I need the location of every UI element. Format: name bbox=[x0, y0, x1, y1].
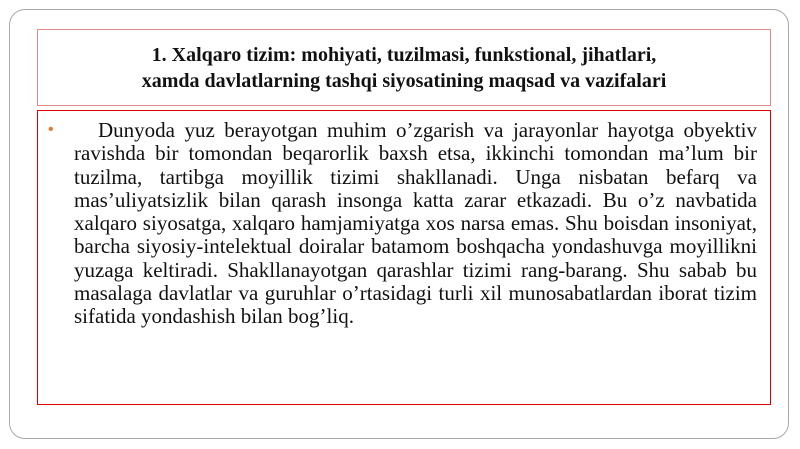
body-box bbox=[37, 110, 771, 405]
bullet-dot-icon: • bbox=[48, 121, 54, 138]
title-line-1: 1. Xalqaro tizim: mohiyati, tuzilmasi, funkstional, jihatlari, bbox=[151, 43, 657, 66]
title-line-2: xamda davlatlarning tashqi siyosatining maqsad va vazifalari bbox=[141, 69, 667, 92]
body-paragraph: Dunyoda yuz berayotgan muhim o’zgarish va jarayonlar hayotga obyektiv ravishda bir tomondan beqarorlik baxsh etsa, ikkinchi tomondan ma’lum bir tuzilma, tartibga moyillik tizimi shakllanadi. Unga nisbatan befarq va mas’uliyatsizlik bilan qarash insonga katta zarar etkazadi. Bu o’z navbatida xalqaro siyosatga, xalqaro hamjamiyatga xos narsa emas. Shu boisdan insoniyat, barcha siyosiy-intelektual doiralar batamom boshqacha yondashuvga moyillikni yuzaga keltiradi. Shakllanayotgan qarashlar tizimi rang-barang. Shu sabab bu masalaga davlatlar va guruhlar o’rtasidagi turli xil munosabatlardan iborat tizim sifatida yondashish bilan bog’liq. bbox=[74, 118, 757, 329]
title-box bbox=[37, 29, 771, 106]
slide bbox=[9, 9, 789, 439]
